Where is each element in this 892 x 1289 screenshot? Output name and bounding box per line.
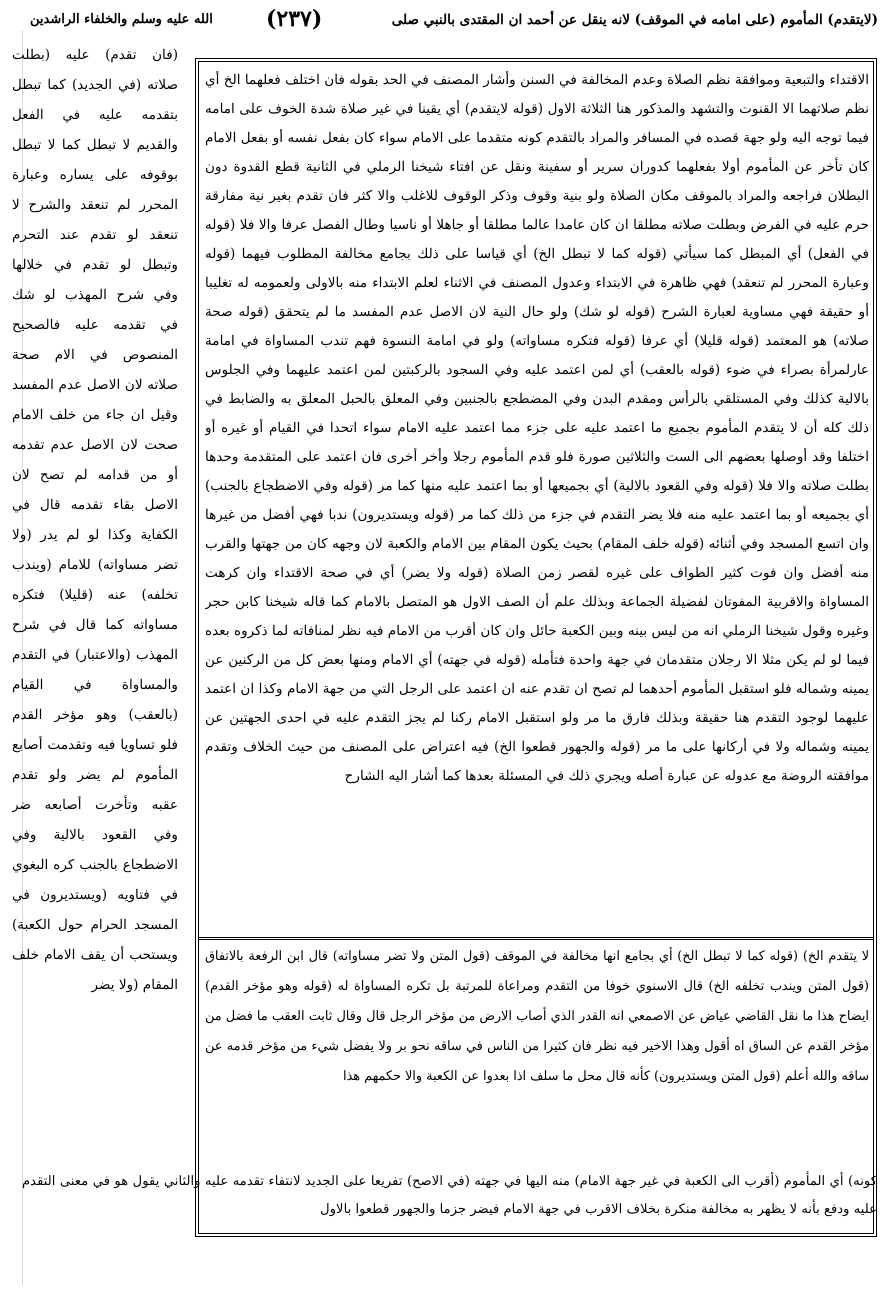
lower-commentary bbox=[205, 942, 869, 1127]
main-commentary bbox=[205, 66, 869, 936]
lower-commentary-paragraph: لا يتقدم الخ) (قوله كما لا تبطل الخ) أي بجامع انها مخالفة في الموقف (قول المتن ولا تضر مساواته) قال ابن الرفعة بالاتفاق (قول المتن ويندب تخلفه الخ) قال الاسنوي خوفا من التقدم ومراعاة للمرتبة بل تكره المساواة له (قوله وهو مؤخر القدم) ايضاح هذا ما نقل القاضي عياض عن الاصمعي انه القدر الذي أصاب الارض من مؤخر الرجل قال وقال ثابت العقب ما فضل من مؤخر القدم عن الساق اه أقول وهذا الاخير فيه نظر فان كثيرا من الناس في ساقه نحو بر ولا يفضل شيء من مؤخر قدمه عن ساقه والله أعلم (قول المتن ويستديرون) كأنه قال محل ما سلف اذا بعدوا عن الكعبة والا حكمهم هذا bbox=[205, 949, 869, 1084]
side-column-paragraph: (فان تقدم) عليه (بطلت صلاته (في الجديد) كما تبطل بتقدمه عليه في الفعل والقديم لا تبطل كما لا تبطل بوقوفه على يساره وعبارة المحرر لم تنعقد والشرح لا تنعقد لو تقدم عند التحرم وتبطل لو تقدم في خلالها وفي شرح المهذب لو شك في تقدمه عليه فالصحيح المنصوص في الام صحة صلاته لان الاصل عدم المفسد وقيل ان جاء من خلف الامام صحت لان الاصل عدم تقدمه أو من قدامه لم تصح لان الاصل بقاء تقدمه قال في الكفاية وكذا لو لم يدر (ولا تضر مساواته) للامام (ويندب تخلفه) عنه (قليلا) فتكره مساواته كما قال في شرح المهذب (والاعتبار) في التقدم والمساواة في القيام (بالعقب) وهو مؤخر القدم فلو تساويا فيه وتقدمت أصابع المأموم لم يضر ولو تقدم عقبه وتأخرت أصابعه ضر وفي القعود بالالية وفي الاضطجاع بالجنب كره البغوي في فتاويه (ويستديرون في المسجد الحرام حول الكعبة) ويستحب أن يقف الامام خلف المقام (ولا يضر bbox=[12, 47, 178, 993]
section-divider bbox=[199, 937, 873, 940]
page-number: (٢٣٧) bbox=[266, 6, 323, 32]
main-commentary-paragraph: الاقتداء والتبعية وموافقة نظم الصلاة وعدم المخالفة في السنن وأشار المصنف في الحد بقوله فان اختلف فعلهما الخ أي نظم صلاتهما الا القنوت والتشهد والمذكور هنا الثلاثة الاول (قوله لايتقدم) أي يقينا في غير صلاة شدة الخوف على امامه فيما توجه اليه ولو جهة قصده في المسافر والمراد بالتقدم كونه متقدما على الامام سواء كان بفعل نفسه أو بفعل الامام كان تأخر عن المأموم أولا بفعلهما كدوران سرير أو سفينة ونقل عن افتاء شيخنا الرملي في الثانية قطع القدوة دون البطلان فراجعه والمراد بالموقف مكان الصلاة ولو بنية وقوف وذكر الوقوف للاغلب والا كثر فان تقدم بغير نية مفارقة حرم عليه في الفرض وبطلت صلاته مطلقا ان كان عامدا عالما مطلقا أو جاهلا أو ناسيا وطال الفصل عرفا والا فلا (قوله في الفعل) أي المبطل كما سيأتي (قوله كما لا تبطل الخ) أي قياسا على ذلك بجامع مخالفة المطلوب فيهما (قوله وعبارة المحرر لم تنعقد) فهي ظاهرة في الابتداء وعدول المصنف في الاثناء لعلم الابتداء منه بالاولى ولعمومه له تغليبا أو حقيقة فهي مساوية لعبارة الشرح (قوله لو شك) ولو حال النية لان الاصل عدم المفسد ما لم يتحقق (قوله صحة صلاته) هو المعتمد (قوله قليلا) أي عرفا (قوله فتكره مساواته) ولو في امامة النسوة فهم تندب المساواة في امامة عارلمرأة بصراء في ضوء (قوله بالعقب) أي لمن اعتمد عليه وفي السجود بالركبتين لمن اعتمد عليهما وفي الجلوس بالالية كذلك وفي المستلقي بالرأس ومقدم البدن وفي المضطجع بالجنبين وفي المعلق بالحبل المعلق به والضابط في ذلك كله أن لا يتقدم المأموم بجميع ما اعتمد عليه على جزء مما اعتمد عليه الامام سواء اتحدا في القيام أو غيره أو اختلفا وقد أوصلها بعضهم الى الست والثلاثين صورة فلو قدم المأموم رجلا وأخر أخرى فان اعتمد على المتقدمة وحدها بطلت صلاته والا فلا (قوله وفي القعود بالالية) أي بجميعها أو بما اعتمد عليه منها كما مر (قوله وفي الاضطجاع بالجنب) أي بجميعه أو بما اعتمد عليه منه فلا يضر التقدم في جزء من ذلك كما مر (قوله ويستديرون) ندبا فهي أفضل من غيرها وان اتسع المسجد وفي أثنائه (قوله خلف المقام) بحيث يكون المقام بين الامام والكعبة لان وجهه كان من جهتها والقرب منه أفضل وان فوت كثير الطواف على غيره لقصر زمن الصلاة (قوله ولا يضر) أي في صحة الاقتداء وان كرهت المساواة والاقربية المفوتان لفضيلة الجماعة وبذلك علم أن الصف الاول هو المتصل بالامام كما قاله شيخنا كابن حجر وغيره وقول شيخنا الرملي انه من ليس بينه وبين الكعبة حائل وان كان أقرب من الامام فيه نظر لمنافاته لما ذكروه بعده فيما لو لم يكن مثلا الا رجلان متقدمان في جهة واحدة فتأمله (قوله في جهته) أي الامام ومنها بعض كل من الركنين عن يمينه وشماله فلو استقبل المأموم أحدهما لم تصح ان تقدم عنه ان اعتمد على الرجل التي من جهة الامام وكذا ان اعتمد عليهما لوجود التقدم هنا حقيقة وبذلك فارق ما مر ولو استقبل الامام ركنا لم يجز التقدم عليه في احدى الجهتين عن يمينه وشماله ولا في أركانها على ما مر (قوله والجهور قطعوا الخ) فيه اعتراض على المصنف من حيث الخلاف وتقدم موافقته الروضة مع عدوله عن عبارة أصله ويجري ذلك في المسئلة بعدها كما أشار اليه الشارح bbox=[205, 72, 869, 784]
bottom-text-paragraph: كونه) أي المأموم (أقرب الى الكعبة في غير جهة الامام) منه اليها في جهته (في الاصح) تفريعا على الجديد لانتفاء تقدمه عليه والثاني يقول هو في معنى التقدم عليه ودفع بأنه لا يظهر به مخالفة منكرة بخلاف الاقرب في جهة الامام فيضر جزما والجهور قطعوا بالاول bbox=[22, 1174, 877, 1217]
side-column-text bbox=[12, 40, 178, 1165]
bottom-text bbox=[22, 1168, 877, 1224]
header-running-text-continued: الله عليه وسلم والخلفاء الراشدين bbox=[30, 12, 213, 27]
page-header bbox=[30, 6, 878, 40]
header-running-text: (لايتقدم) المأموم (على امامه في الموقف) لانه ينقل عن أحمد ان المقتدى بالنبي صلى bbox=[391, 12, 878, 28]
